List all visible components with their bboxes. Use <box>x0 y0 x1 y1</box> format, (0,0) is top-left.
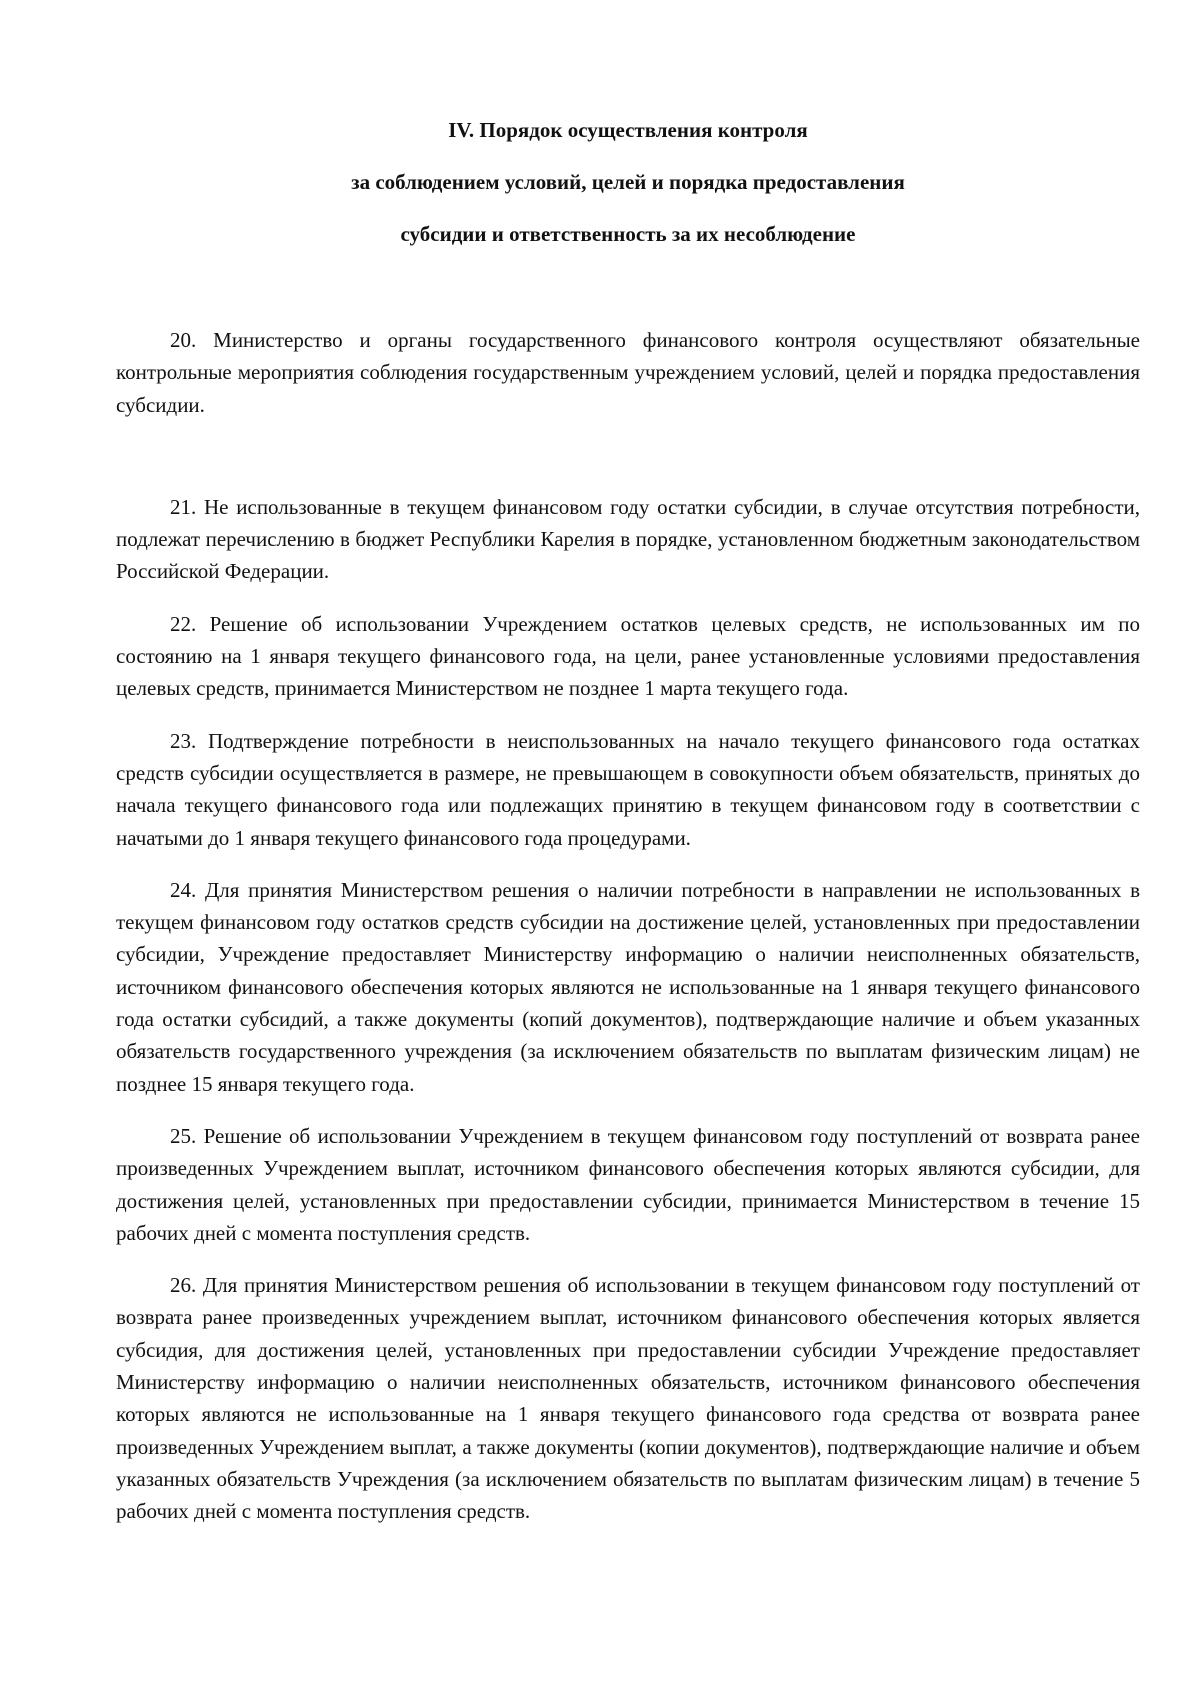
paragraph-22: 22. Решение об использовании Учреждением остатков целевых средств, не использованных им по состоянию на 1 января текущего финансового года, на цели, ранее установленные условиями предоставления целевых средств, принимается Министерством не позднее 1 марта текущего года. <box>116 611 1140 701</box>
paragraph-20: 20. Министерство и органы государственного финансового контроля осуществляют обязательные контрольные мероприятия соблюдения государственным учреждением условий, целей и порядка предоставления субсидии. <box>116 328 1140 417</box>
section-heading-line-2: за соблюдением условий, целей и порядка предоставления <box>351 170 905 194</box>
paragraph-25: 25. Решение об использовании Учреждением в текущем финансовом году поступлений от возврата ранее произведенных Учреждением выплат, источником финансового обеспечения которых являются субсидии, для достижения целей, установленных при предоставлении субсидии, принимается Министерством в течение 15 рабочих дней с момента поступления средств. <box>116 1123 1140 1245</box>
section-heading-line-3: субсидии и ответственность за их несоблюдение <box>400 222 856 246</box>
paragraph-21: 21. Не использованные в текущем финансовом году остатки субсидии, в случае отсутствия потребности, подлежат перечислению в бюджет Республики Карелия в порядке, установленном бюджетным законодательством Российской Федерации. <box>116 494 1140 584</box>
paragraph-26: 26. Для принятия Министерством решения об использовании в текущем финансовом году поступлений от возврата ранее произведенных учреждением выплат, источником финансового обеспечения которых является субсидия, для достижения целей, установленных при предоставлении субсидии Учреждение предоставляет Министерству информацию о наличии неисполненных обязательств, источником финансового обеспечения которых являются не использованные на 1 января текущего финансового года средства от возврата ранее произведенных Учреждением выплат, а также документы (копии документов), подтверждающие наличие и объем указанных обязательств Учреждения (за исключением обязательств по выплатам физическим лицам) в течение 5 рабочих дней с момента поступления средств. <box>116 1273 1140 1524</box>
paragraph-24: 24. Для принятия Министерством решения о наличии потребности в направлении не использованных в текущем финансовом году остатков средств субсидии на достижение целей, установленных при предоставлении субсидии, Учреждение предоставляет Министерству информацию о наличии неисполненных обязательств, источником финансового обеспечения которых являются не использованные на 1 января текущего финансового года остатки субсидий, а также документы (копий документов), подтверждающие наличие и объем указанных обязательств государственного учреждения (за исключением обязательств по выплатам физическим лицам) не позднее 15 января текущего года. <box>116 877 1140 1096</box>
document-body <box>116 324 1140 1528</box>
section-heading <box>116 118 1140 246</box>
section-heading-line-1: IV. Порядок осуществления контроля <box>448 118 808 142</box>
paragraph-23: 23. Подтверждение потребности в неиспользованных на начало текущего финансового года остатках средств субсидии осуществляется в размере, не превышающем в совокупности объем обязательств, принятых до начала текущего финансового года или подлежащих принятию в текущем финансовом году в соответствии с начатыми до 1 января текущего финансового года процедурами. <box>116 728 1140 850</box>
